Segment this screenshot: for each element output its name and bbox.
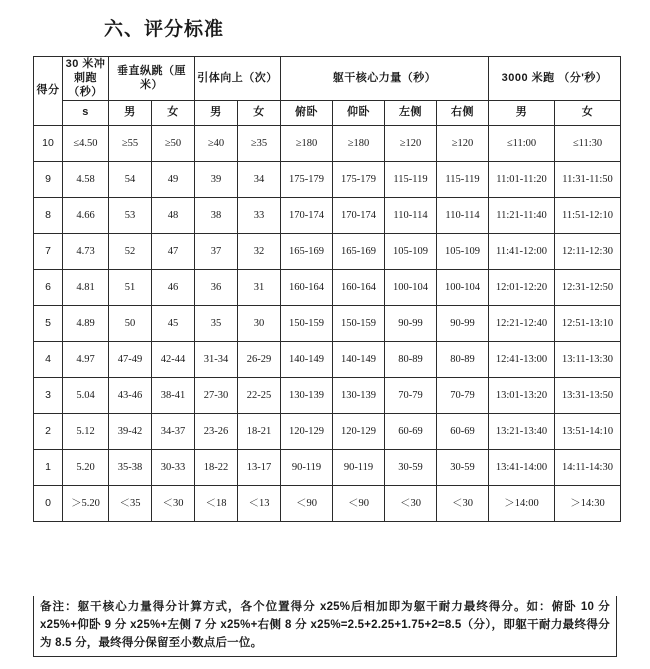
cell-core-prone: ＜90 bbox=[281, 486, 333, 522]
subheader-sprint-unit: s bbox=[63, 101, 109, 126]
cell-run-male: 12:21-12:40 bbox=[489, 306, 555, 342]
cell-vertical-jump-female: 38-41 bbox=[152, 378, 195, 414]
table-row bbox=[34, 450, 621, 486]
table-row bbox=[34, 414, 621, 450]
cell-pullup-male: 31-34 bbox=[195, 342, 238, 378]
cell-core-prone: 140-149 bbox=[281, 342, 333, 378]
cell-pullup-male: 38 bbox=[195, 198, 238, 234]
cell-core-right: 80-89 bbox=[437, 342, 489, 378]
cell-vertical-jump-male: 50 bbox=[109, 306, 152, 342]
cell-vertical-jump-male: ＜35 bbox=[109, 486, 152, 522]
cell-vertical-jump-male: 35-38 bbox=[109, 450, 152, 486]
cell-score: 6 bbox=[34, 270, 63, 306]
cell-run-male: ＞14:00 bbox=[489, 486, 555, 522]
cell-score: 5 bbox=[34, 306, 63, 342]
cell-vertical-jump-female: 47 bbox=[152, 234, 195, 270]
cell-vertical-jump-male: 39-42 bbox=[109, 414, 152, 450]
cell-core-left: 90-99 bbox=[385, 306, 437, 342]
cell-sprint: 5.04 bbox=[63, 378, 109, 414]
cell-score: 3 bbox=[34, 378, 63, 414]
cell-core-left: 60-69 bbox=[385, 414, 437, 450]
cell-run-female: ≤11:30 bbox=[555, 126, 621, 162]
table-body bbox=[34, 126, 621, 522]
cell-core-prone: ≥180 bbox=[281, 126, 333, 162]
table-row bbox=[34, 378, 621, 414]
cell-core-right: 100-104 bbox=[437, 270, 489, 306]
cell-run-male: 11:41-12:00 bbox=[489, 234, 555, 270]
cell-core-left: ＜30 bbox=[385, 486, 437, 522]
scoring-table bbox=[33, 56, 621, 522]
cell-pullup-male: 23-26 bbox=[195, 414, 238, 450]
cell-core-supine: 175-179 bbox=[333, 162, 385, 198]
cell-run-female: 12:51-13:10 bbox=[555, 306, 621, 342]
cell-run-female: 11:31-11:50 bbox=[555, 162, 621, 198]
cell-vertical-jump-female: 42-44 bbox=[152, 342, 195, 378]
table-row bbox=[34, 234, 621, 270]
header-group-core-strength: 躯干核心力量（秒） bbox=[281, 57, 489, 101]
cell-score: 7 bbox=[34, 234, 63, 270]
cell-sprint: 4.66 bbox=[63, 198, 109, 234]
cell-vertical-jump-male: 54 bbox=[109, 162, 152, 198]
cell-vertical-jump-male: ≥55 bbox=[109, 126, 152, 162]
subheader-pu-male: 男 bbox=[195, 101, 238, 126]
table-row bbox=[34, 342, 621, 378]
cell-vertical-jump-male: 52 bbox=[109, 234, 152, 270]
cell-sprint: 4.58 bbox=[63, 162, 109, 198]
cell-pullup-male: 37 bbox=[195, 234, 238, 270]
subheader-core-prone: 俯卧 bbox=[281, 101, 333, 126]
cell-pullup-male: 36 bbox=[195, 270, 238, 306]
cell-sprint: 5.12 bbox=[63, 414, 109, 450]
cell-core-right: 115-119 bbox=[437, 162, 489, 198]
header-score: 得分 bbox=[34, 57, 63, 126]
cell-core-prone: 160-164 bbox=[281, 270, 333, 306]
cell-pullup-female: 34 bbox=[238, 162, 281, 198]
cell-run-male: 13:01-13:20 bbox=[489, 378, 555, 414]
cell-pullup-female: 18-21 bbox=[238, 414, 281, 450]
table-head bbox=[34, 57, 621, 126]
cell-run-female: 14:11-14:30 bbox=[555, 450, 621, 486]
cell-pullup-female: 22-25 bbox=[238, 378, 281, 414]
cell-core-supine: 160-164 bbox=[333, 270, 385, 306]
table-row bbox=[34, 162, 621, 198]
cell-core-left: 70-79 bbox=[385, 378, 437, 414]
cell-core-supine: 130-139 bbox=[333, 378, 385, 414]
cell-run-male: ≤11:00 bbox=[489, 126, 555, 162]
cell-pullup-female: 33 bbox=[238, 198, 281, 234]
cell-core-supine: 120-129 bbox=[333, 414, 385, 450]
cell-core-prone: 175-179 bbox=[281, 162, 333, 198]
cell-core-left: 30-59 bbox=[385, 450, 437, 486]
cell-vertical-jump-female: ＜30 bbox=[152, 486, 195, 522]
header-row-subcolumns bbox=[34, 101, 621, 126]
cell-vertical-jump-female: 48 bbox=[152, 198, 195, 234]
cell-sprint: 4.89 bbox=[63, 306, 109, 342]
cell-pullup-female: ≥35 bbox=[238, 126, 281, 162]
cell-score: 2 bbox=[34, 414, 63, 450]
cell-core-supine: 140-149 bbox=[333, 342, 385, 378]
header-group-vertical-jump: 垂直纵跳（厘米） bbox=[109, 57, 195, 101]
cell-vertical-jump-female: ≥50 bbox=[152, 126, 195, 162]
subheader-pu-female: 女 bbox=[238, 101, 281, 126]
cell-sprint: ＞5.20 bbox=[63, 486, 109, 522]
cell-pullup-female: ＜13 bbox=[238, 486, 281, 522]
cell-core-supine: 165-169 bbox=[333, 234, 385, 270]
cell-core-left: 100-104 bbox=[385, 270, 437, 306]
cell-vertical-jump-male: 43-46 bbox=[109, 378, 152, 414]
cell-vertical-jump-female: 49 bbox=[152, 162, 195, 198]
cell-core-right: 70-79 bbox=[437, 378, 489, 414]
table-row bbox=[34, 126, 621, 162]
table-row bbox=[34, 486, 621, 522]
cell-core-prone: 150-159 bbox=[281, 306, 333, 342]
cell-core-supine: 170-174 bbox=[333, 198, 385, 234]
cell-core-left: 110-114 bbox=[385, 198, 437, 234]
cell-core-prone: 170-174 bbox=[281, 198, 333, 234]
cell-run-female: 12:31-12:50 bbox=[555, 270, 621, 306]
cell-core-left: 105-109 bbox=[385, 234, 437, 270]
cell-core-right: ≥120 bbox=[437, 126, 489, 162]
subheader-vj-male: 男 bbox=[109, 101, 152, 126]
cell-pullup-female: 13-17 bbox=[238, 450, 281, 486]
cell-pullup-male: ＜18 bbox=[195, 486, 238, 522]
table-row bbox=[34, 306, 621, 342]
cell-vertical-jump-female: 30-33 bbox=[152, 450, 195, 486]
subheader-core-left: 左侧 bbox=[385, 101, 437, 126]
cell-core-supine: ＜90 bbox=[333, 486, 385, 522]
cell-core-prone: 120-129 bbox=[281, 414, 333, 450]
table-note bbox=[33, 596, 617, 657]
cell-score: 4 bbox=[34, 342, 63, 378]
header-group-pullup: 引体向上（次） bbox=[195, 57, 281, 101]
cell-run-female: 12:11-12:30 bbox=[555, 234, 621, 270]
cell-sprint: ≤4.50 bbox=[63, 126, 109, 162]
subheader-core-right: 右侧 bbox=[437, 101, 489, 126]
subheader-vj-female: 女 bbox=[152, 101, 195, 126]
cell-score: 9 bbox=[34, 162, 63, 198]
cell-core-right: 30-59 bbox=[437, 450, 489, 486]
cell-sprint: 4.73 bbox=[63, 234, 109, 270]
cell-run-male: 13:41-14:00 bbox=[489, 450, 555, 486]
header-group-3000m-run: 3000 米跑 （分'秒） bbox=[489, 57, 621, 101]
cell-vertical-jump-male: 53 bbox=[109, 198, 152, 234]
cell-core-right: 110-114 bbox=[437, 198, 489, 234]
cell-score: 1 bbox=[34, 450, 63, 486]
cell-pullup-female: 32 bbox=[238, 234, 281, 270]
cell-vertical-jump-female: 46 bbox=[152, 270, 195, 306]
cell-vertical-jump-male: 51 bbox=[109, 270, 152, 306]
scoring-table-container bbox=[33, 56, 617, 522]
cell-run-male: 13:21-13:40 bbox=[489, 414, 555, 450]
header-group-sprint: 30 米冲刺跑（秒） bbox=[63, 57, 109, 101]
cell-sprint: 4.81 bbox=[63, 270, 109, 306]
cell-run-male: 12:01-12:20 bbox=[489, 270, 555, 306]
cell-run-female: ＞14:30 bbox=[555, 486, 621, 522]
cell-pullup-female: 31 bbox=[238, 270, 281, 306]
cell-core-supine: 150-159 bbox=[333, 306, 385, 342]
cell-core-prone: 130-139 bbox=[281, 378, 333, 414]
page-title: 六、评分标准 bbox=[104, 19, 225, 40]
cell-core-left: 115-119 bbox=[385, 162, 437, 198]
cell-pullup-female: 26-29 bbox=[238, 342, 281, 378]
note-text: 备注：躯干核心力量得分计算方式，各个位置得分 x25%后相加即为躯干耐力最终得分。如：俯卧 10 分 x25%+仰卧 9 分 x25%+左侧 7 分 x25%+右侧 8 分 x25%=2.5+2.25+1.75+2=8.5（分），即躯干耐力最终得分为 8.5 分，最终得分保留至小数点后一位。 bbox=[40, 601, 610, 649]
cell-pullup-male: 18-22 bbox=[195, 450, 238, 486]
cell-run-male: 11:01-11:20 bbox=[489, 162, 555, 198]
cell-core-left: 80-89 bbox=[385, 342, 437, 378]
cell-core-supine: 90-119 bbox=[333, 450, 385, 486]
cell-vertical-jump-female: 34-37 bbox=[152, 414, 195, 450]
cell-run-male: 11:21-11:40 bbox=[489, 198, 555, 234]
cell-core-left: ≥120 bbox=[385, 126, 437, 162]
header-row-groups bbox=[34, 57, 621, 101]
cell-core-right: 90-99 bbox=[437, 306, 489, 342]
cell-sprint: 4.97 bbox=[63, 342, 109, 378]
cell-run-female: 11:51-12:10 bbox=[555, 198, 621, 234]
cell-pullup-male: ≥40 bbox=[195, 126, 238, 162]
cell-pullup-male: 39 bbox=[195, 162, 238, 198]
cell-sprint: 5.20 bbox=[63, 450, 109, 486]
cell-run-female: 13:11-13:30 bbox=[555, 342, 621, 378]
cell-run-female: 13:31-13:50 bbox=[555, 378, 621, 414]
cell-core-right: ＜30 bbox=[437, 486, 489, 522]
cell-pullup-female: 30 bbox=[238, 306, 281, 342]
cell-pullup-male: 35 bbox=[195, 306, 238, 342]
cell-vertical-jump-female: 45 bbox=[152, 306, 195, 342]
cell-run-female: 13:51-14:10 bbox=[555, 414, 621, 450]
cell-score: 10 bbox=[34, 126, 63, 162]
cell-run-male: 12:41-13:00 bbox=[489, 342, 555, 378]
table-row bbox=[34, 270, 621, 306]
cell-core-prone: 90-119 bbox=[281, 450, 333, 486]
table-row bbox=[34, 198, 621, 234]
subheader-run-female: 女 bbox=[555, 101, 621, 126]
cell-score: 0 bbox=[34, 486, 63, 522]
cell-core-right: 60-69 bbox=[437, 414, 489, 450]
cell-core-prone: 165-169 bbox=[281, 234, 333, 270]
subheader-core-supine: 仰卧 bbox=[333, 101, 385, 126]
cell-score: 8 bbox=[34, 198, 63, 234]
cell-pullup-male: 27-30 bbox=[195, 378, 238, 414]
subheader-run-male: 男 bbox=[489, 101, 555, 126]
cell-core-right: 105-109 bbox=[437, 234, 489, 270]
cell-core-supine: ≥180 bbox=[333, 126, 385, 162]
cell-vertical-jump-male: 47-49 bbox=[109, 342, 152, 378]
